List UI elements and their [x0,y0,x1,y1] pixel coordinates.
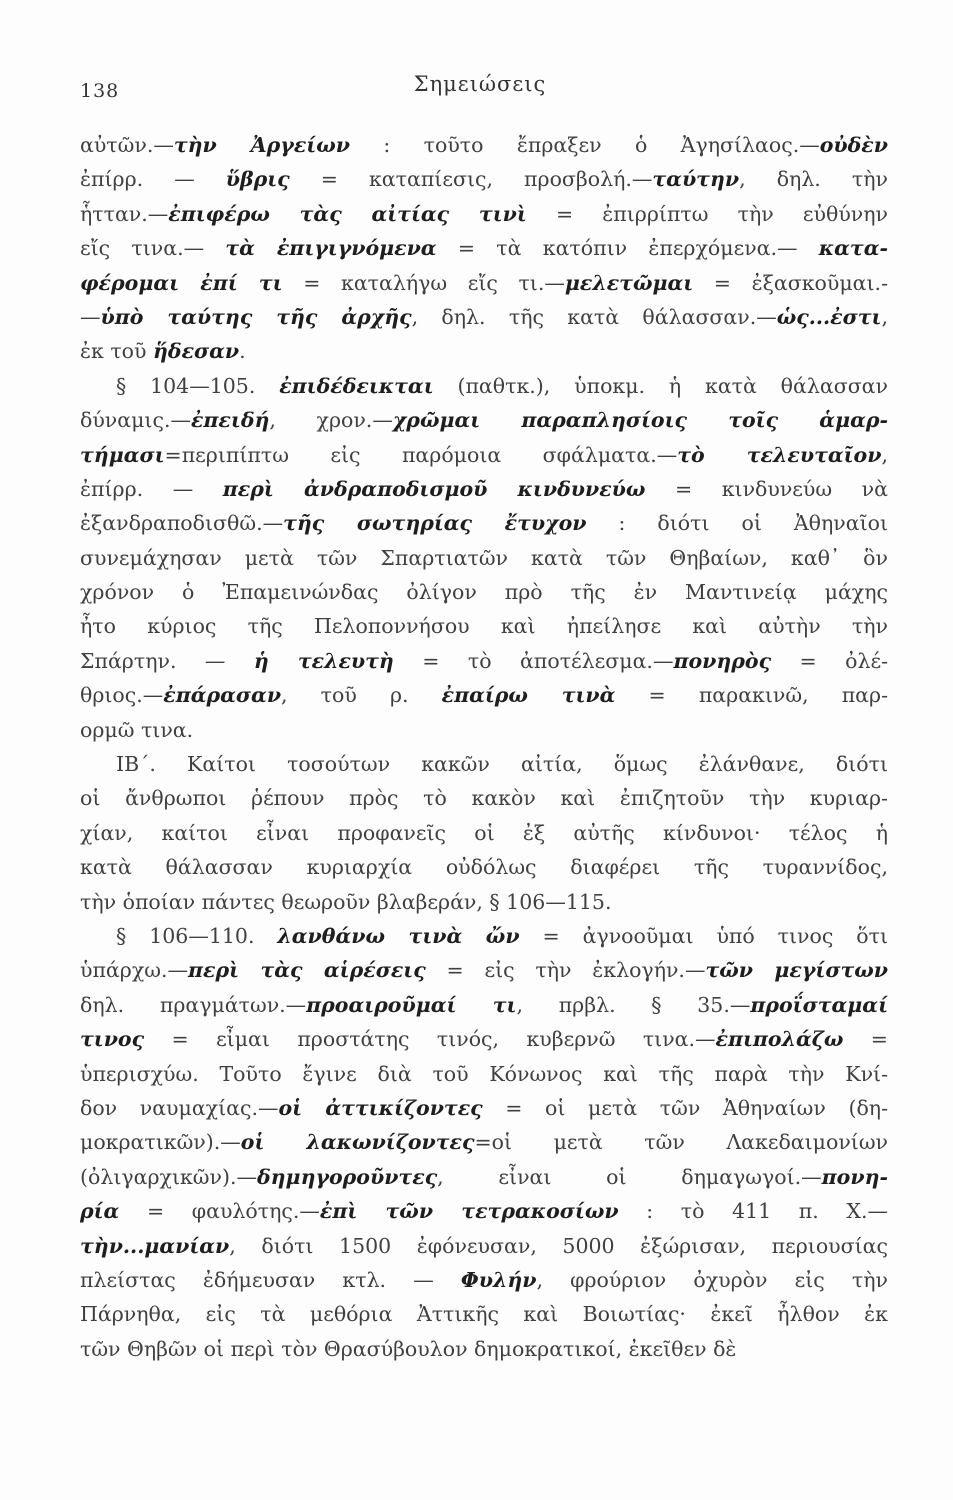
gloss-text: = οἱ μετὰ τῶν Ἀθηναίων (δη- [482,1095,888,1120]
gloss-text: = κινδυνεύω νὰ [645,476,888,501]
lemma-term: ρία [80,1199,120,1224]
text-line [80,1057,888,1091]
lemma-term: μελετῶμαι [564,270,694,295]
gloss-text: = καταπίεσις, προσβολή.— [289,167,653,192]
gloss-text: = ἀγνοοῦμαι ὑπό τινος ὅτι [519,923,888,948]
text-line [80,1332,888,1366]
gloss-text: , τοῦ ρ. [281,683,442,708]
text-line [80,403,888,437]
text-line [80,609,888,643]
gloss-text: (ὀλιγαρχικῶν).— [80,1164,257,1189]
gloss-text: , εἶναι οἱ δημαγωγοί.— [437,1164,822,1189]
gloss-text: κατὰ θάλασσαν κυριαρχία οὐδόλως διαφέρει τῆς τυραννίδος, [80,855,888,880]
gloss-text: ἦτο κύριος τῆς Πελοποννήσου καὶ ἠπείλησε καὶ αὐτὴν τὴν [80,614,888,639]
gloss-text: , δηλ. τὴν [739,167,888,192]
gloss-text: . [239,339,246,364]
lemma-term: χρῶμαι παραπλησίοις τοῖς ἁμαρ- [392,408,888,433]
gloss-text: οἱ ἄνθρωποι ῥέπουν πρὸς τὸ κακὸν καὶ ἐπιζητοῦν τὴν κυριαρ- [80,786,888,811]
text-line [80,197,888,231]
text-line [80,919,888,953]
lemma-term: οὐδὲν [819,133,888,157]
gloss-text: = τὸ ἀποτέλεσμα.— [393,648,674,673]
gloss-text: χίαν, καίτοι εἶναι προφανεῖς οἱ ἐξ αὐτῆς κίνδυνοι· τέλος ἡ [80,820,888,845]
gloss-text: δον ναυμαχίας.— [80,1095,279,1120]
gloss-text: Σπάρτην. — [80,648,254,673]
text-line [80,128,888,162]
gloss-text: ορμῶ τινα. [80,717,194,742]
gloss-text: § 106—110. [116,923,278,948]
gloss-text: Πάρνηθα, εἰς τὰ μεθόρια Ἀττικῆς καὶ Βοιωτίας· ἐκεῖ ἦλθον ἐκ [80,1302,888,1327]
lemma-term: τινος [80,1027,145,1052]
lemma-term: ἐπαίρω τινὰ [441,683,616,708]
text-line [80,1297,888,1331]
lemma-term: ταύτην [652,167,740,192]
text-line [80,678,888,712]
lemma-term: ὕβρις [225,167,290,192]
lemma-term: ὡς...ἐστι [776,304,882,329]
gloss-text: = καταλήγω εἴς τι.— [282,270,565,295]
text-line [80,231,888,265]
lemma-term: πονη- [821,1164,888,1189]
gloss-text: συνεμάχησαν μετὰ τῶν Σπαρτιατῶν κατὰ τῶν Θηβαίων, καθ᾽ ὃν [80,545,888,570]
gloss-text: = εἰς τὴν ἐκλογήν.— [425,958,706,983]
gloss-text: τὴν ὁποίαν πάντες θεωροῦν βλαβεράν, § 106—115. [80,889,612,914]
gloss-text: ἐξανδραποδισθῶ.— [80,511,284,536]
lemma-term: τῆς σωτηρίας ἔτυχον [283,511,587,536]
text-line [80,644,888,678]
text-line [80,953,888,987]
lemma-term: λανθάνω τινὰ ὤν [277,923,520,948]
gloss-text: ἐκ τοῦ [80,339,153,364]
text-line [80,885,888,919]
page-number: 138 [80,80,120,102]
gloss-text: (παθτκ.), ὑποκμ. ἡ κατὰ θάλασσαν [433,373,888,398]
gloss-text: =οἱ μετὰ τῶν Λακεδαιμονίων [474,1130,888,1155]
lemma-term: περὶ ἀνδραποδισμοῦ κινδυνεύω [222,476,646,501]
lemma-term: κατα- [818,236,888,261]
text-line [80,575,888,609]
lemma-term: τὴν Ἀργείων [173,133,350,157]
gloss-text: , φρούριον ὀχυρὸν εἰς τὴν [536,1267,888,1292]
gloss-text: = ὀλέ- [771,648,888,673]
lemma-term: ἐπὶ τῶν τετρακοσίων [319,1199,619,1224]
lemma-term: ἐπιδέδεικται [279,373,434,398]
lemma-term: τῶν μεγίστων [705,958,888,983]
gloss-text: , δηλ. τῆς κατὰ θάλασσαν.— [411,304,777,329]
gloss-text: ὑπάρχω.— [80,958,188,983]
gloss-text: , διότι 1500 ἐφόνευσαν, 5000 ἐξώρισαν, περιουσίας [229,1233,888,1258]
text-line [80,713,888,747]
text-line [80,438,888,472]
text-line [80,162,888,196]
gloss-text: χρόνον ὁ Ἐπαμεινώνδας ὀλίγον πρὸ τῆς ἐν Μαντινείᾳ μάχης [80,580,888,605]
text-line [80,334,888,368]
gloss-text: = παρακινῶ, παρ- [615,683,888,708]
running-title: Σημειώσεις [413,72,547,96]
gloss-text: = τὰ κατόπιν ἐπερχόμενα.— [436,236,819,261]
gloss-text: =περιπίπτω εἰς παρόμοια σφάλματα.— [164,442,678,467]
gloss-text: , [881,304,888,329]
page-header [80,72,880,112]
lemma-term: τὰ ἐπιγιγνόμενα [225,236,437,261]
gloss-text: ὑπερισχύω. Τοῦτο ἔγινε διὰ τοῦ Κόνωνος καὶ τῆς παρὰ τὴν Κνί- [80,1061,888,1086]
gloss-text: πλείστας ἐδήμευσαν κτλ. — [80,1267,461,1292]
lemma-term: Φυλήν [460,1267,537,1292]
gloss-text: = [843,1027,888,1052]
gloss-text: § 104—105. [116,373,280,398]
gloss-text: δηλ. πραγμάτων.— [80,992,307,1017]
text-line [80,816,888,850]
lemma-term: οἱ ἀττικίζοντες [278,1095,483,1120]
gloss-text: ἧτταν.— [80,201,169,226]
gloss-text: — [80,304,101,329]
text-line [80,1194,888,1228]
lemma-term: τὸ τελευταῖον [677,442,882,467]
gloss-text: εἴς τινα.— [80,236,226,261]
text-line [80,1160,888,1194]
gloss-text: θριος.— [80,683,164,708]
gloss-text: ἐπίρρ. — [80,476,223,501]
text-line [80,369,888,403]
gloss-text: = ἐπιρρίπτω τὴν εὐθύνην [526,201,888,226]
text-line [80,850,888,884]
lemma-term: προαιροῦμαί τι [306,992,517,1017]
lemma-term: ἐπάρασαν [163,683,282,708]
gloss-text: : τὸ 411 π. Χ.— [618,1199,888,1224]
text-line [80,266,888,300]
lemma-term: δημηγοροῦντες [256,1164,438,1189]
text-line [80,1229,888,1263]
text-line [80,1022,888,1056]
text-line [80,1263,888,1297]
lemma-term: ἐπιφέρω τὰς αἰτίας τινὶ [168,201,527,226]
lemma-term: τήμασι [80,442,165,467]
lemma-term: φέρομαι ἐπί τι [80,270,283,295]
lemma-term: προΐσταμαί [750,992,888,1017]
lemma-term: οἱ λακωνίζοντες [240,1130,475,1155]
lemma-term: τὴν...μανίαν [80,1233,230,1258]
gloss-text: δύναμις.— [80,408,191,433]
text-line [80,1125,888,1159]
lemma-term: ἐπειδή [190,408,270,433]
gloss-text: = ἐξασκοῦμαι.- [693,270,888,295]
lemma-term: ὑπὸ ταύτης τῆς ἀρχῆς [100,304,412,329]
text-line [80,541,888,575]
text-line [80,472,888,506]
text-line [80,988,888,1022]
gloss-text: : τοῦτο ἔπραξεν ὁ Ἀγησίλαος.— [349,133,820,157]
gloss-text: ἐπίρρ. — [80,167,226,192]
notes-body [80,128,888,1366]
text-line [80,781,888,815]
gloss-text: , [881,442,888,467]
text-line [80,747,888,781]
gloss-text: , χρον.— [269,408,393,433]
lemma-term: πονηρὸς [673,648,772,673]
gloss-text: τῶν Θηβῶν οἱ περὶ τὸν Θρασύβουλον δημοκρατικοί, ἐκεῖθεν δὲ [80,1336,737,1361]
gloss-text: , πρβλ. § 35.— [516,992,751,1017]
text-line [80,1091,888,1125]
gloss-text: μοκρατικῶν).— [80,1130,241,1155]
gloss-text: = φαυλότης.— [119,1199,320,1224]
text-line [80,300,888,334]
lemma-term: ἥδεσαν [153,339,240,364]
gloss-text: αὐτῶν.— [80,133,174,157]
gloss-text: ΙΒ΄. Καίτοι τοσούτων κακῶν αἰτία, ὅμως ἐλάνθανε, διότι [116,752,888,777]
lemma-term: περὶ τὰς αἱρέσεις [188,958,426,983]
lemma-term: ἡ τελευτὴ [253,648,394,673]
lemma-term: ἐπιπολάζω [715,1027,844,1052]
gloss-text: = εἶμαι προστάτης τινός, κυβερνῶ τινα.— [144,1027,716,1052]
gloss-text: : διότι οἱ Ἀθηναῖοι [586,511,888,536]
text-line [80,506,888,540]
